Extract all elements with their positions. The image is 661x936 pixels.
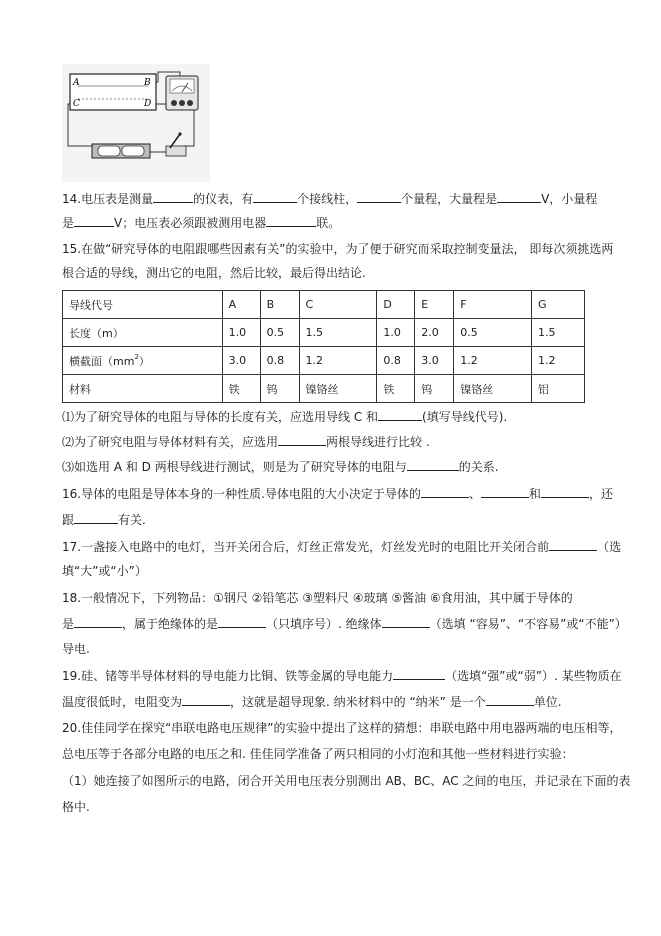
q14-text: 的仪表，有 [193, 192, 254, 206]
q20-line-4: 格中. [62, 800, 90, 814]
table-cell: 0.5 [260, 319, 299, 347]
q17-text: （选 [597, 540, 622, 554]
answer-blank[interactable] [421, 485, 469, 498]
q20-line-2: 总电压等于各部分电路的电压之和. 佳佳同学准备了两只相同的小灯泡和其他一些材料进行实验： [62, 747, 574, 761]
table-cell: A [222, 291, 260, 319]
q14-text: 是 [62, 216, 75, 230]
q16-text: 和 [528, 487, 541, 501]
answer-blank[interactable] [278, 433, 326, 446]
q15-line-1: 15.在做“研究导体的电阻跟哪些因素有关”的实验中，为了便于研究而采取控制变量法， 即每次须挑选两 [62, 242, 614, 256]
table-cell: 1.5 [299, 319, 377, 347]
q14-text: 个量程，大量程是 [401, 192, 498, 206]
table-cell: 铁 [222, 375, 260, 403]
q15-sub-2 [62, 433, 430, 450]
resistance-board-icon [70, 74, 156, 110]
q18-line-3: 导电. [62, 642, 90, 656]
q15-text: 的关系. [458, 460, 499, 474]
table-row [63, 347, 585, 375]
area-close: ） [138, 354, 150, 368]
table-cell: 钨 [415, 375, 454, 403]
table-cell: 0.5 [454, 319, 532, 347]
answer-blank[interactable] [182, 693, 230, 706]
q16-line-1 [62, 485, 613, 502]
area-label: 横截面（mm [69, 354, 135, 368]
q15-text: ⑵为了研究电阻与导体材料有关，应选用 [62, 435, 279, 449]
q17-text: 17.一盏接入电路中的电灯，当开关闭合后，灯丝正常发光，灯丝发光时的电阻比开关闭合前 [62, 540, 550, 554]
q15-text: ⑶如选用 A 和 D 两根导线进行测试，则是为了研究导体的电阻与 [62, 460, 407, 474]
area-superscript: 2 [134, 352, 139, 361]
table-cell: 铝 [532, 375, 585, 403]
q19-line-1 [62, 667, 622, 684]
q16-line-2 [62, 511, 146, 528]
table-row [63, 375, 585, 403]
answer-blank[interactable] [218, 615, 266, 628]
q20-line-3: （1）她连接了如图所示的电路，闭合开关用电压表分别测出 AB、BC、AC 之间的电压，并记录在下面的表 [62, 774, 631, 788]
answer-blank[interactable] [486, 693, 534, 706]
answer-blank[interactable] [253, 190, 297, 203]
table-cell: E [415, 291, 454, 319]
q14-text: 14.电压表是测量 [62, 192, 154, 206]
table-cell: 钨 [260, 375, 299, 403]
q18-text: 是 [62, 617, 75, 631]
q15-text: ⑴为了研究导体的电阻与导体的长度有关，应选用导线 C 和 [62, 410, 379, 424]
q14-text: 联。 [316, 216, 341, 230]
table-cell: C [299, 291, 377, 319]
voltmeter-icon [166, 76, 198, 110]
q14-text: V；电压表必须跟被测用电器 [114, 216, 267, 230]
table-cell: 1.2 [299, 347, 377, 375]
q15-sub-3 [62, 458, 499, 475]
table-cell: 3.0 [415, 347, 454, 375]
table-cell-area-header [63, 347, 223, 375]
q18-line-1: 18.一般情况下，下列物品：①钢尺 ②铅笔芯 ③塑料尺 ④玻璃 ⑤酱油 ⑥食用油，其中属于导体的 [62, 591, 573, 605]
q16-text: ，还 [588, 487, 613, 501]
q18-text: ，属于绝缘体的是 [122, 617, 219, 631]
table-cell: 0.8 [377, 347, 415, 375]
table-cell: 材料 [63, 375, 223, 403]
answer-blank[interactable] [407, 458, 459, 471]
table-cell: 1.0 [222, 319, 260, 347]
table-cell: B [260, 291, 299, 319]
q14-text: 个接线柱， [297, 192, 358, 206]
table-cell: 1.0 [377, 319, 415, 347]
q18-text: （选填 “容易”、“不容易”或“不能”） [429, 617, 627, 631]
q19-text: （选填“强”或“弱”）. 某些物质在 [445, 669, 622, 683]
board-label-b: B [144, 78, 151, 88]
q16-text: 、 [468, 487, 481, 501]
table-cell: 铁 [377, 375, 415, 403]
table-cell: 0.8 [260, 347, 299, 375]
q14-line-2 [62, 214, 340, 231]
table-cell: 2.0 [415, 319, 454, 347]
wire-table [62, 290, 585, 403]
answer-blank[interactable] [266, 214, 316, 227]
q15-sub-1 [62, 408, 507, 425]
q20-line-1: 20.佳佳同学在探究“串联电路电压规律”的实验中提出了这样的猜想：串联电路中用电器两端的电压相等， [62, 721, 622, 735]
answer-blank[interactable] [74, 214, 114, 227]
circuit-figure [62, 64, 210, 182]
board-label-d: D [144, 99, 152, 109]
table-cell: 1.2 [532, 347, 585, 375]
answer-blank[interactable] [481, 485, 529, 498]
answer-blank[interactable] [357, 190, 401, 203]
board-label-c: C [73, 99, 80, 109]
answer-blank[interactable] [497, 190, 541, 203]
answer-blank[interactable] [153, 190, 193, 203]
q19-line-2 [62, 693, 562, 710]
table-cell: 镍铬丝 [454, 375, 532, 403]
table-cell: D [377, 291, 415, 319]
table-cell: G [532, 291, 585, 319]
q16-text: 跟 [62, 513, 75, 527]
q16-text: 有关. [118, 513, 146, 527]
answer-blank[interactable] [382, 615, 430, 628]
answer-blank[interactable] [74, 615, 122, 628]
table-cell: 长度（m） [63, 319, 223, 347]
table-cell: 1.2 [454, 347, 532, 375]
battery-pack-icon [92, 144, 150, 158]
q17-line-1 [62, 538, 621, 555]
q15-line-2: 根合适的导线，测出它的电阻，然后比较，最后得出结论. [62, 266, 366, 280]
table-cell: F [454, 291, 532, 319]
answer-blank[interactable] [378, 408, 422, 421]
answer-blank[interactable] [74, 511, 118, 524]
answer-blank[interactable] [393, 667, 445, 680]
table-cell: 导线代号 [63, 291, 223, 319]
q19-text: 温度很低时，电阻变为 [62, 695, 183, 709]
table-cell: 镍铬丝 [299, 375, 377, 403]
answer-blank[interactable] [549, 538, 597, 551]
table-cell: 3.0 [222, 347, 260, 375]
q18-text: （只填序号）. 绝缘体 [266, 617, 382, 631]
table-cell: 1.5 [532, 319, 585, 347]
q15-text: 两根导线进行比较 . [326, 435, 430, 449]
q14-line-1 [62, 190, 597, 207]
board-label-a: A [73, 78, 80, 88]
q18-line-2 [62, 615, 627, 632]
table-row [63, 319, 585, 347]
q17-line-2: 填“大”或“小”） [62, 564, 147, 578]
q19-text: 单位. [533, 695, 562, 709]
q19-text: 19.硅、锗等半导体材料的导电能力比铜、铁等金属的导电能力 [62, 669, 394, 683]
table-row [63, 291, 585, 319]
q15-text: (填写导线代号). [422, 410, 508, 424]
q14-text: V，小量程 [541, 192, 598, 206]
q19-text: ，这就是超导现象. 纳米材料中的 “纳米” 是一个 [230, 695, 486, 709]
q16-text: 16.导体的电阻是导体本身的一种性质.导体电阻的大小决定于导体的 [62, 487, 421, 501]
answer-blank[interactable] [541, 485, 589, 498]
